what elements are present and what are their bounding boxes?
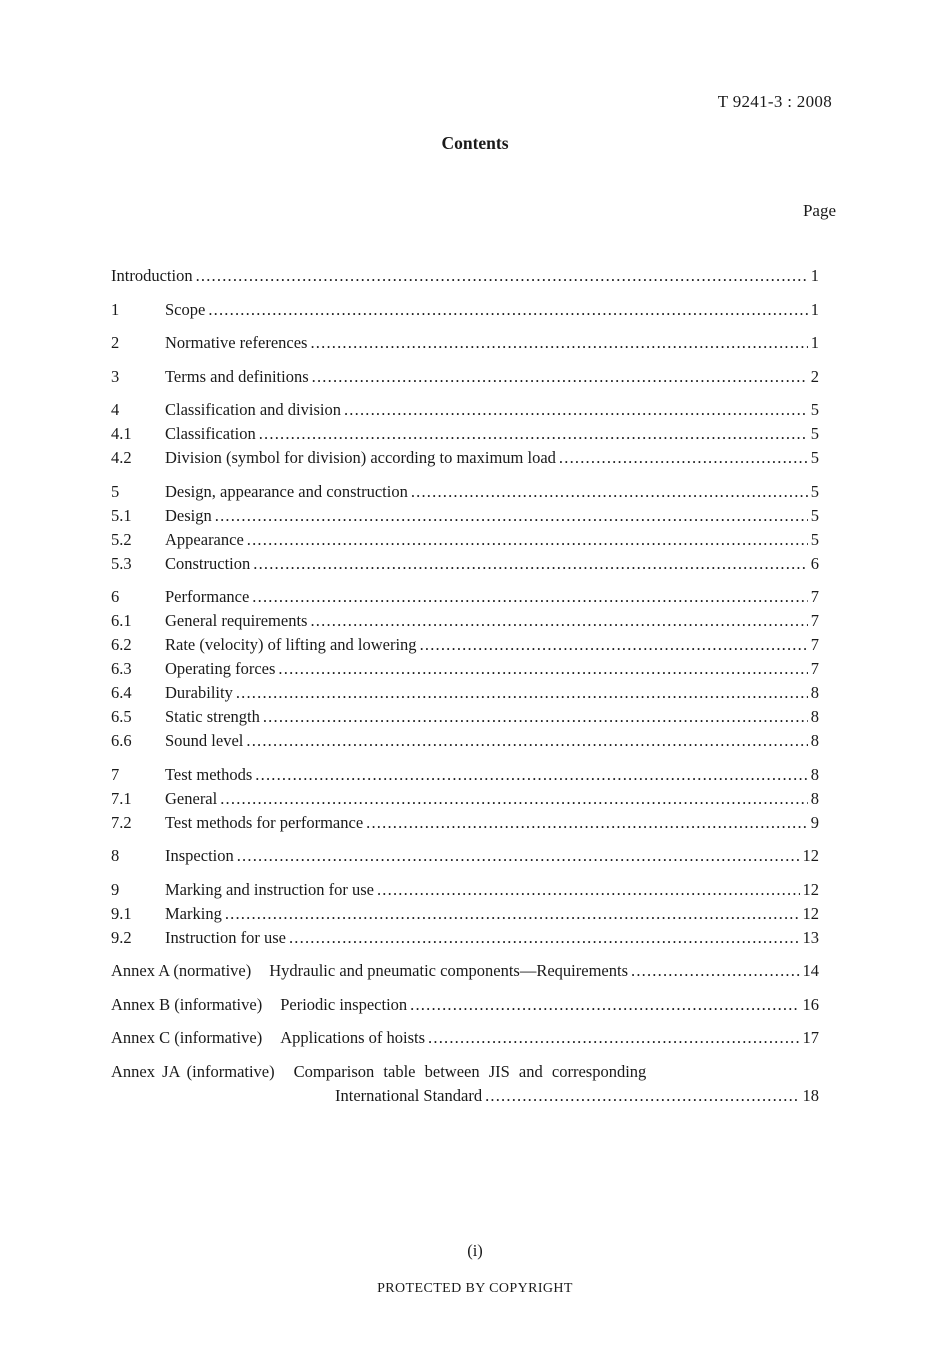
toc-entry-page: 2 [810, 366, 819, 386]
toc-entry-number: 9.1 [111, 903, 132, 923]
toc-entry-number: 5 [111, 481, 120, 501]
toc-entry-annex-c[interactable] [111, 1026, 819, 1050]
dot-leader [263, 705, 808, 729]
toc-entry-static-strength[interactable] [111, 705, 819, 729]
toc-entry-title: Rate (velocity) of lifting and lowering [165, 635, 417, 654]
dot-leader [366, 811, 808, 835]
toc-entry-number: 6.4 [111, 683, 132, 702]
toc-entry-page: 7 [810, 587, 819, 606]
toc-entry-test-methods-performance[interactable] [111, 811, 819, 835]
toc-entry-page: 8 [810, 707, 819, 726]
dot-leader [259, 422, 808, 446]
toc-entry-number: 7 [111, 764, 120, 784]
toc-entry-durability[interactable] [111, 681, 819, 705]
dot-leader [225, 902, 800, 926]
toc-entry-number: 4.1 [111, 424, 132, 443]
toc-entry-number: 7.2 [111, 812, 132, 832]
footer-page-number: (i) [467, 1241, 483, 1260]
page-title: Contents [441, 133, 509, 153]
toc-entry-title: Design [165, 505, 212, 525]
toc-entry-page: 14 [802, 961, 819, 980]
table-of-contents [111, 264, 819, 1108]
toc-entry-number: 6.5 [111, 707, 132, 726]
toc-entry-title: Construction [165, 553, 251, 573]
toc-entry-page: 8 [810, 683, 819, 702]
toc-entry-number: 3 [111, 366, 120, 386]
toc-entry-page: 5 [810, 529, 819, 549]
toc-entry-title: Test methods [165, 764, 253, 784]
toc-entry-title-line2: International Standard [335, 1085, 483, 1105]
page-column-label: Page [802, 201, 836, 220]
toc-entry-title: Marking and instruction for use [165, 879, 374, 899]
toc-entry-page: 16 [802, 994, 819, 1014]
toc-entry-number: 7.1 [111, 788, 132, 808]
copyright-notice: PROTECTED BY COPYRIGHT [377, 1281, 573, 1296]
toc-entry-page: 17 [802, 1028, 819, 1047]
toc-entry-page: 7 [810, 635, 819, 654]
annex-label: Annex C (informative) [111, 1028, 263, 1047]
dot-leader [215, 504, 808, 528]
toc-entry-title: Design, appearance and construction [165, 481, 408, 501]
toc-entry-page: 7 [810, 611, 819, 630]
toc-entry-inspection[interactable] [111, 844, 819, 868]
toc-entry-title: Instruction for use [165, 927, 286, 947]
toc-entry-annex-a[interactable] [111, 959, 819, 983]
toc-entry-number: 6.6 [111, 731, 132, 750]
toc-entry-number: 5.3 [111, 553, 132, 573]
toc-entry-page: 8 [810, 764, 819, 784]
annex-label: Annex A (normative) [111, 961, 252, 980]
toc-entry-annex-ja[interactable] [111, 1060, 819, 1108]
toc-entry-title: General [165, 788, 218, 808]
dot-leader [420, 633, 808, 657]
toc-entry-page: 13 [802, 927, 819, 947]
toc-entry-number: 1 [111, 299, 120, 319]
toc-entry-title: Sound level [165, 731, 244, 750]
toc-entry-number: 9 [111, 879, 120, 899]
toc-entry-title-line1: Comparison table between JIS and corresponding [293, 1061, 647, 1081]
toc-entry-page: 1 [810, 333, 819, 352]
toc-entry-performance[interactable] [111, 585, 819, 609]
toc-entry-title: Periodic inspection [280, 994, 408, 1014]
toc-entry-sound-level[interactable] [111, 729, 819, 753]
toc-entry-number: 5.1 [111, 505, 132, 525]
toc-entry-number: 4 [111, 400, 120, 419]
dot-leader [428, 1026, 799, 1050]
toc-entry-appearance[interactable] [111, 528, 819, 552]
dot-leader [236, 681, 808, 705]
toc-entry-page: 7 [810, 659, 819, 678]
toc-entry-title: Scope [165, 299, 206, 319]
dot-leader [246, 729, 807, 753]
toc-entry-page: 5 [810, 481, 819, 501]
toc-entry-division[interactable] [111, 446, 819, 470]
annex-label: Annex JA (informative) [111, 1061, 275, 1081]
toc-entry-page: 5 [810, 424, 819, 443]
toc-entry-title: Hydraulic and pneumatic components—Requirements [269, 961, 628, 980]
toc-entry-title: Classification [165, 424, 256, 443]
dot-leader [310, 609, 807, 633]
dot-leader [377, 878, 800, 902]
dot-leader [208, 298, 807, 322]
toc-entry-title: Inspection [165, 846, 234, 865]
dot-leader [631, 959, 800, 983]
toc-entry-title: Division (symbol for division) according to maximum load [165, 448, 556, 467]
toc-entry-design-appearance-construction[interactable] [111, 480, 819, 504]
toc-entry-construction[interactable] [111, 552, 819, 576]
toc-entry-number: 9.2 [111, 927, 132, 947]
toc-entry-operating-forces[interactable] [111, 657, 819, 681]
annex-label: Annex B (informative) [111, 994, 263, 1014]
toc-entry-terms-definitions[interactable] [111, 365, 819, 389]
standard-number: T 9241-3 : 2008 [717, 92, 832, 111]
dot-leader [485, 1084, 799, 1108]
toc-entry-number: 5.2 [111, 529, 132, 549]
toc-entry-page: 12 [802, 903, 819, 923]
dot-leader [344, 398, 808, 422]
dot-leader [247, 528, 808, 552]
toc-entry-number: 4.2 [111, 448, 132, 467]
toc-entry-classification[interactable] [111, 422, 819, 446]
toc-entry-page: 1 [810, 299, 819, 319]
dot-leader [220, 787, 808, 811]
toc-entry-title: Introduction [111, 266, 193, 285]
toc-entry-title: Durability [165, 683, 233, 702]
dot-leader [559, 446, 808, 470]
dot-leader [410, 993, 799, 1017]
toc-entry-test-methods[interactable] [111, 763, 819, 787]
toc-entry-page: 5 [810, 448, 819, 467]
toc-entry-number: 2 [111, 333, 120, 352]
toc-entry-general-requirements[interactable] [111, 609, 819, 633]
dot-leader [253, 552, 808, 576]
toc-entry-title: General requirements [165, 611, 308, 630]
toc-entry-title: Terms and definitions [165, 366, 309, 386]
toc-entry-annex-b[interactable] [111, 993, 819, 1017]
toc-entry-design[interactable] [111, 504, 819, 528]
toc-entry-instruction-for-use[interactable] [111, 926, 819, 950]
toc-entry-title: Static strength [165, 707, 260, 726]
toc-entry-page: 8 [810, 731, 819, 750]
toc-entry-title: Test methods for performance [165, 812, 364, 832]
toc-entry-page: 9 [810, 812, 819, 832]
toc-entry-number: 6.2 [111, 635, 132, 654]
toc-entry-title: Classification and division [165, 400, 341, 419]
toc-entry-title: Appearance [165, 529, 244, 549]
dot-leader [312, 365, 808, 389]
toc-entry-title: Applications of hoists [280, 1028, 426, 1047]
dot-leader [237, 844, 800, 868]
toc-entry-number: 8 [111, 846, 120, 865]
toc-entry-page: 6 [810, 553, 819, 573]
toc-entry-classification-division[interactable] [111, 398, 819, 422]
dot-leader [310, 331, 807, 355]
dot-leader [278, 657, 807, 681]
toc-entry-page: 12 [802, 879, 819, 899]
toc-entry-title: Normative references [165, 333, 308, 352]
toc-entry-introduction[interactable] [111, 264, 819, 288]
toc-entry-title: Performance [165, 587, 250, 606]
toc-entry-rate-lifting-lowering[interactable] [111, 633, 819, 657]
toc-entry-normative-references[interactable] [111, 331, 819, 355]
toc-entry-page: 1 [810, 266, 819, 285]
toc-entry-marking[interactable] [111, 902, 819, 926]
toc-entry-title: Marking [165, 903, 222, 923]
dot-leader [289, 926, 800, 950]
toc-entry-number: 6 [111, 587, 120, 606]
toc-entry-title: Operating forces [165, 659, 276, 678]
dot-leader [196, 264, 808, 288]
toc-entry-general[interactable] [111, 787, 819, 811]
toc-entry-number: 6.3 [111, 659, 132, 678]
toc-entry-marking-instruction[interactable] [111, 878, 819, 902]
toc-entry-page: 12 [802, 846, 819, 865]
toc-entry-scope[interactable] [111, 298, 819, 322]
dot-leader [255, 763, 807, 787]
toc-entry-page: 5 [810, 400, 819, 419]
toc-entry-page: 8 [810, 788, 819, 808]
toc-entry-number: 6.1 [111, 611, 132, 630]
toc-entry-page: 18 [802, 1085, 819, 1105]
dot-leader [252, 585, 807, 609]
dot-leader [411, 480, 808, 504]
toc-entry-page: 5 [810, 505, 819, 525]
